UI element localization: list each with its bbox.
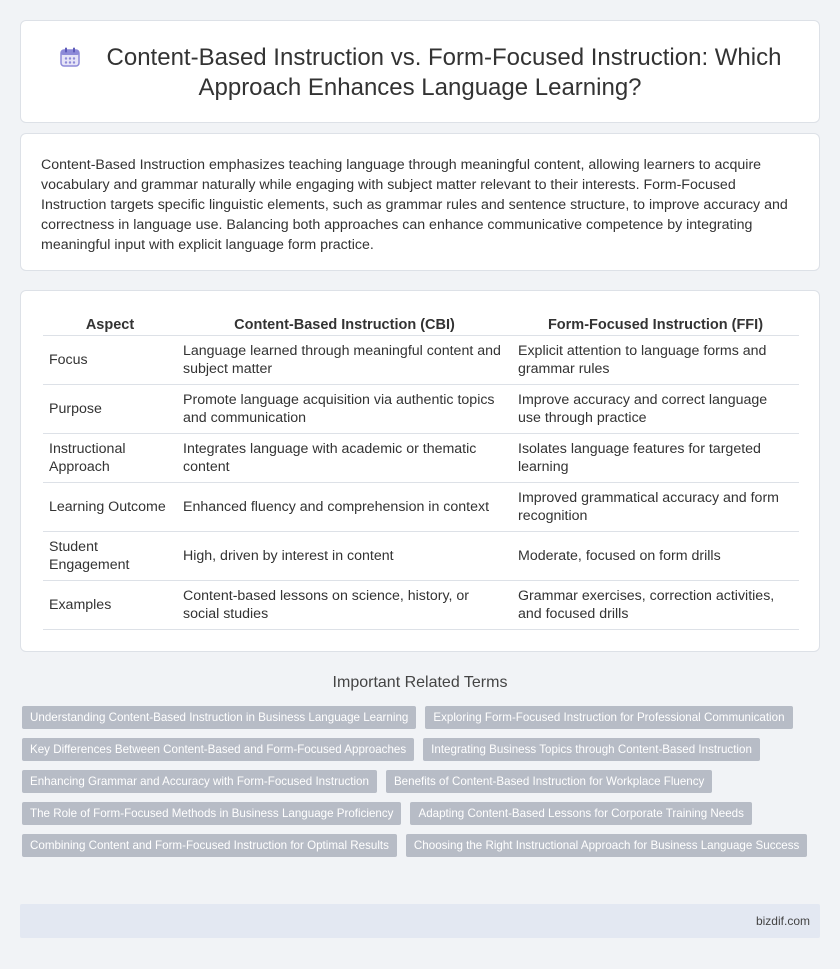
header-cbi: Content-Based Instruction (CBI)	[177, 314, 512, 336]
table-row	[43, 483, 799, 532]
table-header-row	[43, 314, 799, 336]
row-aspect: Purpose	[43, 385, 177, 434]
footer-site-link[interactable]: bizdif.com	[755, 914, 810, 928]
related-term-tag[interactable]: Benefits of Content-Based Instruction for Workplace Fluency	[386, 770, 712, 793]
row-cbi: Promote language acquisition via authentic topics and communication	[177, 385, 512, 434]
related-term-tag[interactable]: Integrating Business Topics through Content-Based Instruction	[423, 738, 760, 761]
row-ffi: Grammar exercises, correction activities, and focused drills	[512, 581, 799, 630]
related-terms-list	[22, 706, 822, 857]
related-term-tag[interactable]: Adapting Content-Based Lessons for Corporate Training Needs	[410, 802, 751, 825]
row-aspect: Learning Outcome	[43, 483, 177, 532]
table-row	[43, 581, 799, 630]
row-ffi: Improve accuracy and correct language use through practice	[512, 385, 799, 434]
row-cbi: Content-based lessons on science, history, or social studies	[177, 581, 512, 630]
related-term-tag[interactable]: Understanding Content-Based Instruction in Business Language Learning	[22, 706, 416, 729]
row-ffi: Moderate, focused on form drills	[512, 532, 799, 581]
title-card	[20, 20, 820, 123]
calendar-icon	[59, 46, 81, 68]
page-title-wrap	[51, 43, 789, 103]
summary-card	[20, 133, 820, 271]
header-ffi: Form-Focused Instruction (FFI)	[512, 314, 799, 336]
row-cbi: Integrates language with academic or thematic content	[177, 434, 512, 483]
table-row	[43, 434, 799, 483]
row-cbi: High, driven by interest in content	[177, 532, 512, 581]
summary-text: Content-Based Instruction emphasizes teaching language through meaningful content, allowing learners to acquire vocabulary and grammar naturally while engaging with subject matter relevant to their interests. Form-Focused Instruction targets specific linguistic elements, such as grammar rules and sentence structure, to improve accuracy and correctness in language use. Balancing both approaches can enhance communicative competence by integrating meaningful input with explicit language form practice.	[41, 157, 788, 253]
comparison-table	[43, 314, 799, 630]
row-aspect: Focus	[43, 336, 177, 385]
related-term-tag[interactable]: Choosing the Right Instructional Approach for Business Language Success	[406, 834, 807, 857]
related-term-tag[interactable]: Combining Content and Form-Focused Instruction for Optimal Results	[22, 834, 397, 857]
row-aspect: Instructional Approach	[43, 434, 177, 483]
related-term-tag[interactable]: Key Differences Between Content-Based and Form-Focused Approaches	[22, 738, 414, 761]
footer-bar	[20, 904, 820, 938]
row-aspect: Student Engagement	[43, 532, 177, 581]
row-ffi: Improved grammatical accuracy and form recognition	[512, 483, 799, 532]
table-row	[43, 336, 799, 385]
related-terms-heading: Important Related Terms	[332, 674, 508, 691]
row-ffi: Explicit attention to language forms and grammar rules	[512, 336, 799, 385]
row-aspect: Examples	[43, 581, 177, 630]
page-title: Content-Based Instruction vs. Form-Focused Instruction: Which Approach Enhances Language Learning?	[106, 44, 782, 101]
row-cbi: Language learned through meaningful content and subject matter	[177, 336, 512, 385]
related-term-tag[interactable]: Exploring Form-Focused Instruction for Professional Communication	[425, 706, 792, 729]
comparison-table-card	[20, 290, 820, 652]
header-aspect: Aspect	[43, 314, 177, 336]
row-ffi: Isolates language features for targeted learning	[512, 434, 799, 483]
row-cbi: Enhanced fluency and comprehension in context	[177, 483, 512, 532]
table-row	[43, 532, 799, 581]
related-term-tag[interactable]: The Role of Form-Focused Methods in Business Language Proficiency	[22, 802, 401, 825]
related-term-tag[interactable]: Enhancing Grammar and Accuracy with Form-Focused Instruction	[22, 770, 377, 793]
table-row	[43, 385, 799, 434]
